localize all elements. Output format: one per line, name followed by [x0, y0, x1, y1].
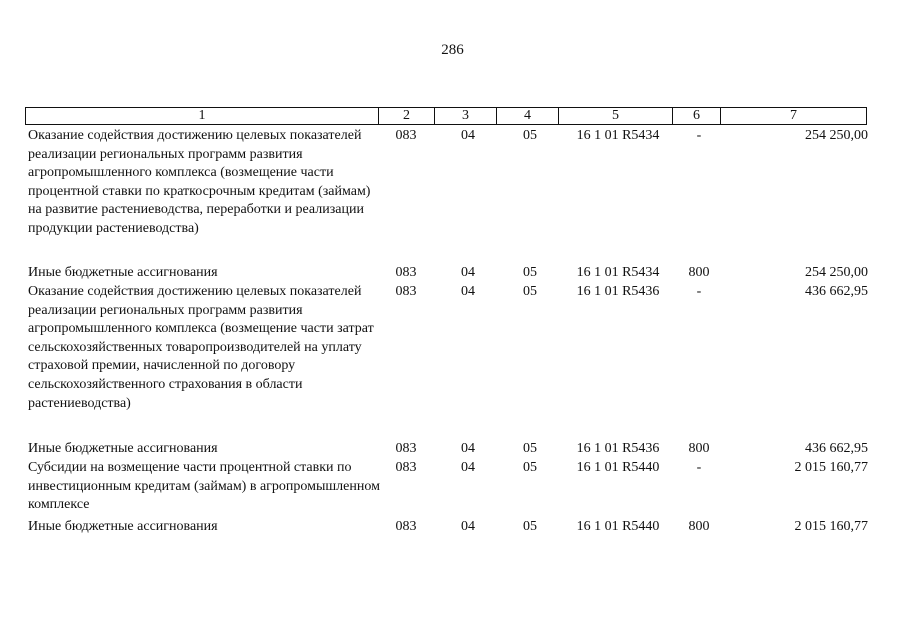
row-ministry-code: 083 — [395, 460, 417, 475]
row-subsection-code: 05 — [523, 128, 537, 143]
row-name: Субсидии на возмещение части процентной ставки по инвестиционным кредитам (займам) в агропромышленном комплексе — [28, 460, 380, 513]
row-name: Иные бюджетные ассигнования — [28, 519, 218, 534]
row-subsection-code: 05 — [523, 460, 537, 475]
row-target-article: 16 1 01 R5440 — [576, 460, 660, 475]
row-expense-type: 800 — [688, 441, 710, 456]
row-section-code: 04 — [461, 265, 475, 280]
row-amount: 254 250,00 — [805, 128, 868, 143]
row-amount: 436 662,95 — [805, 284, 868, 299]
row-ministry-code: 083 — [395, 284, 417, 299]
column-header-2: 2 — [379, 108, 435, 125]
row-target-article: 16 1 01 R5436 — [576, 284, 660, 299]
column-header-3: 3 — [435, 108, 497, 125]
row-section-code: 04 — [461, 460, 475, 475]
row-expense-type: - — [696, 284, 702, 299]
row-target-article: 16 1 01 R5436 — [576, 441, 660, 456]
row-expense-type: - — [696, 460, 702, 475]
row-subsection-code: 05 — [523, 265, 537, 280]
row-subsection-code: 05 — [523, 519, 537, 534]
row-expense-type: 800 — [688, 265, 710, 280]
row-name: Оказание содействия достижению целевых показателей реализации региональных программ развития агропромышленного комплекса (возмещение части затрат сельскохозяйственных товаропроизводителей на уплату страховой премии, начисленной по договору сельскохозяйственного страхования в области растениеводства) — [28, 284, 374, 411]
row-ministry-code: 083 — [395, 441, 417, 456]
row-subsection-code: 05 — [523, 441, 537, 456]
column-header-1: 1 — [26, 108, 379, 125]
row-section-code: 04 — [461, 519, 475, 534]
row-name: Иные бюджетные ассигнования — [28, 265, 218, 280]
row-amount: 2 015 160,77 — [794, 460, 868, 475]
row-target-article: 16 1 01 R5434 — [576, 128, 660, 143]
row-target-article: 16 1 01 R5440 — [576, 519, 660, 534]
page-number: 286 — [441, 42, 464, 58]
row-amount: 2 015 160,77 — [794, 519, 868, 534]
column-header-7: 7 — [721, 108, 867, 125]
row-ministry-code: 083 — [395, 265, 417, 280]
row-amount: 254 250,00 — [805, 265, 868, 280]
row-name: Иные бюджетные ассигнования — [28, 441, 218, 456]
column-header-6: 6 — [673, 108, 721, 125]
column-header-5: 5 — [559, 108, 673, 125]
row-ministry-code: 083 — [395, 128, 417, 143]
row-ministry-code: 083 — [395, 519, 417, 534]
row-section-code: 04 — [461, 284, 475, 299]
row-name: Оказание содействия достижению целевых показателей реализации региональных программ развития агропромышленного комплекса (возмещение части процентной ставки по краткосрочным кредитам (займам) на развитие растениеводства, переработки и реализации продукции растениеводства) — [28, 128, 371, 236]
row-expense-type: 800 — [688, 519, 710, 534]
row-subsection-code: 05 — [523, 284, 537, 299]
column-header-row — [25, 107, 867, 125]
row-section-code: 04 — [461, 441, 475, 456]
column-header-4: 4 — [497, 108, 559, 125]
row-section-code: 04 — [461, 128, 475, 143]
row-expense-type: - — [696, 128, 702, 143]
row-target-article: 16 1 01 R5434 — [576, 265, 660, 280]
row-amount: 436 662,95 — [805, 441, 868, 456]
